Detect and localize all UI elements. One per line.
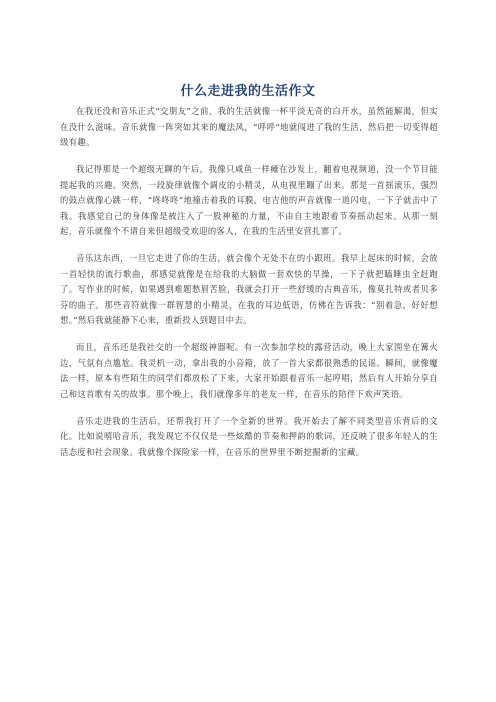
paragraph-2: 我记得那是一个超级无聊的午后，我像只咸鱼一样瘫在沙发上，翻着电视频道，没一个节目能提起我的兴趣。突然，一段旋律就像个调皮的小精灵，从电视里蹦了出来。那是一首摇滚乐，强烈的鼓点就像心跳一样，“咚咚咚”地撞击着我的耳膜，电吉他的声音就像一道闪电，一下子就击中了我。我感觉自己的身体像是被注入了一股神秘的力量，不由自主地跟着节奏摇动起来。从那一刻起，音乐就像个不请自来但超级受欢迎的客人，在我的生活里安营扎寨了。 (60, 164, 438, 236)
paragraph-5: 音乐走进我的生活后，还帮我打开了一个全新的世界。我开始去了解不同类型音乐背后的文化。比如说嘻哈音乐，我发现它不仅仅是一些炫酷的节奏和押韵的歌词，还反映了很多年轻人的生活态度和社会现象。我就像个探险家一样，在音乐的世界里不断挖掘新的宝藏。 (60, 415, 438, 457)
paragraph-4: 而且，音乐还是我社交的一个超级神器呢。有一次参加学校的露营活动，晚上大家围坐在篝火边，气氛有点尴尬。我灵机一动，拿出我的小音箱，放了一首大家都很熟悉的民谣。瞬间，就像魔法一样，原本有些陌生的同学们都放松了下来，大家开始跟着音乐一起哼唱，然后有人开始分享自己和这首歌有关的故事。那个晚上，我们就像多年的老友一样，在音乐的陪伴下欢声笑语。 (60, 342, 438, 399)
document-body (60, 104, 438, 472)
paragraph-3: 音乐这东西，一旦它走进了你的生活，就会像个无处不在的小跟班。我早上起床的时候，会放一首轻快的流行歌曲，那感觉就像是在给我的大脑做一套欢快的早操，一下子就把瞌睡虫全赶跑了。写作业的时候，如果遇到难题愁眉苦脸，我就会打开一些舒缓的古典音乐，像莫扎特或者贝多芬的曲子。那些音符就像一群智慧的小精灵，在我的耳边低语，仿佛在告诉我：“别着急，好好想想。”然后我就能静下心来，重新投入到题目中去。 (60, 253, 438, 325)
paragraph-1: 在我还没和音乐正式“交朋友”之前，我的生活就像一杯平淡无奇的白开水，虽然能解渴，但实在没什么滋味。音乐就像一阵突如其来的魔法风，“呼呼”地就闯进了我的生活，然后把一切变得超级有趣。 (60, 106, 438, 147)
document-title: 什么走进我的生活作文 (180, 84, 316, 99)
